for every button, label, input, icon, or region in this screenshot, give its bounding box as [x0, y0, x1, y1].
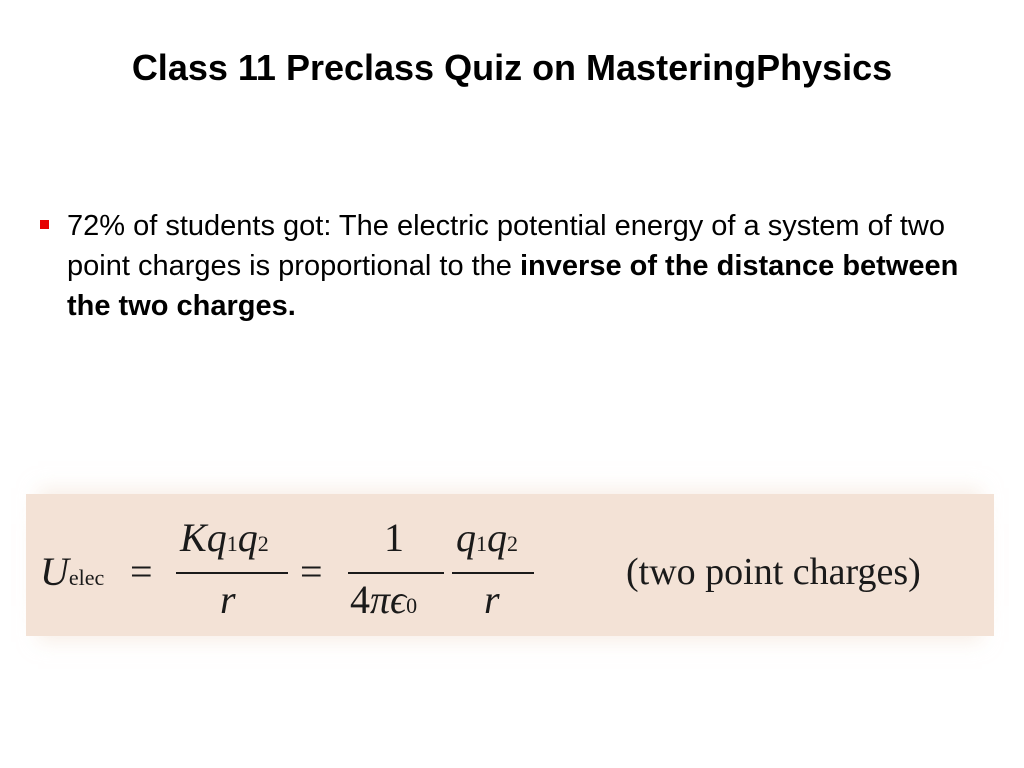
epsilon-subscript: 0	[406, 593, 418, 618]
charge-q1-subscript: 1	[226, 531, 238, 556]
k-constant: K	[180, 515, 207, 560]
equals-sign-1: =	[130, 549, 153, 594]
charge-q1: q	[206, 515, 227, 560]
bullet-list	[38, 206, 998, 326]
charge-q2: q	[237, 515, 258, 560]
charge-q2-subscript: 2	[507, 531, 518, 556]
fraction-2-numerator: 1	[384, 515, 404, 560]
bullet-item	[38, 206, 998, 326]
coefficient-four: 4	[350, 577, 370, 622]
fraction-2-bar	[348, 572, 444, 574]
fraction-3-denominator	[484, 578, 500, 622]
equation-annotation: (two point charges)	[626, 551, 921, 593]
lhs-symbol: U	[40, 549, 69, 594]
lhs-subscript: elec	[68, 565, 105, 590]
fraction-1-denominator	[220, 578, 236, 622]
equation-lhs	[40, 550, 104, 600]
charge-q1-subscript: 1	[476, 531, 487, 556]
charge-q2-subscript: 2	[257, 531, 269, 556]
epsilon-symbol: ϵ	[390, 577, 407, 622]
charge-q1: q	[456, 515, 476, 560]
fraction-3-bar	[452, 572, 534, 574]
slide-title: Class 11 Preclass Quiz on MasteringPhysics	[131, 47, 893, 88]
bullet-bold-text: inverse of the distance between the two charges.	[67, 250, 959, 322]
fraction-1-bar	[176, 572, 288, 574]
charge-q2: q	[487, 515, 507, 560]
bullet-square-icon	[40, 220, 49, 229]
equals-sign-2: =	[300, 549, 323, 594]
fraction-2-denominator	[350, 578, 417, 628]
equation-box	[26, 494, 994, 636]
bullet-text: 72% of students got: The electric potential energy of a system of two point charges is proportional to the	[67, 210, 946, 282]
distance-r: r	[220, 577, 236, 622]
fraction-1-numerator	[180, 516, 269, 566]
distance-r: r	[484, 577, 500, 622]
fraction-3-numerator	[456, 516, 518, 566]
pi-symbol: π	[370, 577, 391, 622]
